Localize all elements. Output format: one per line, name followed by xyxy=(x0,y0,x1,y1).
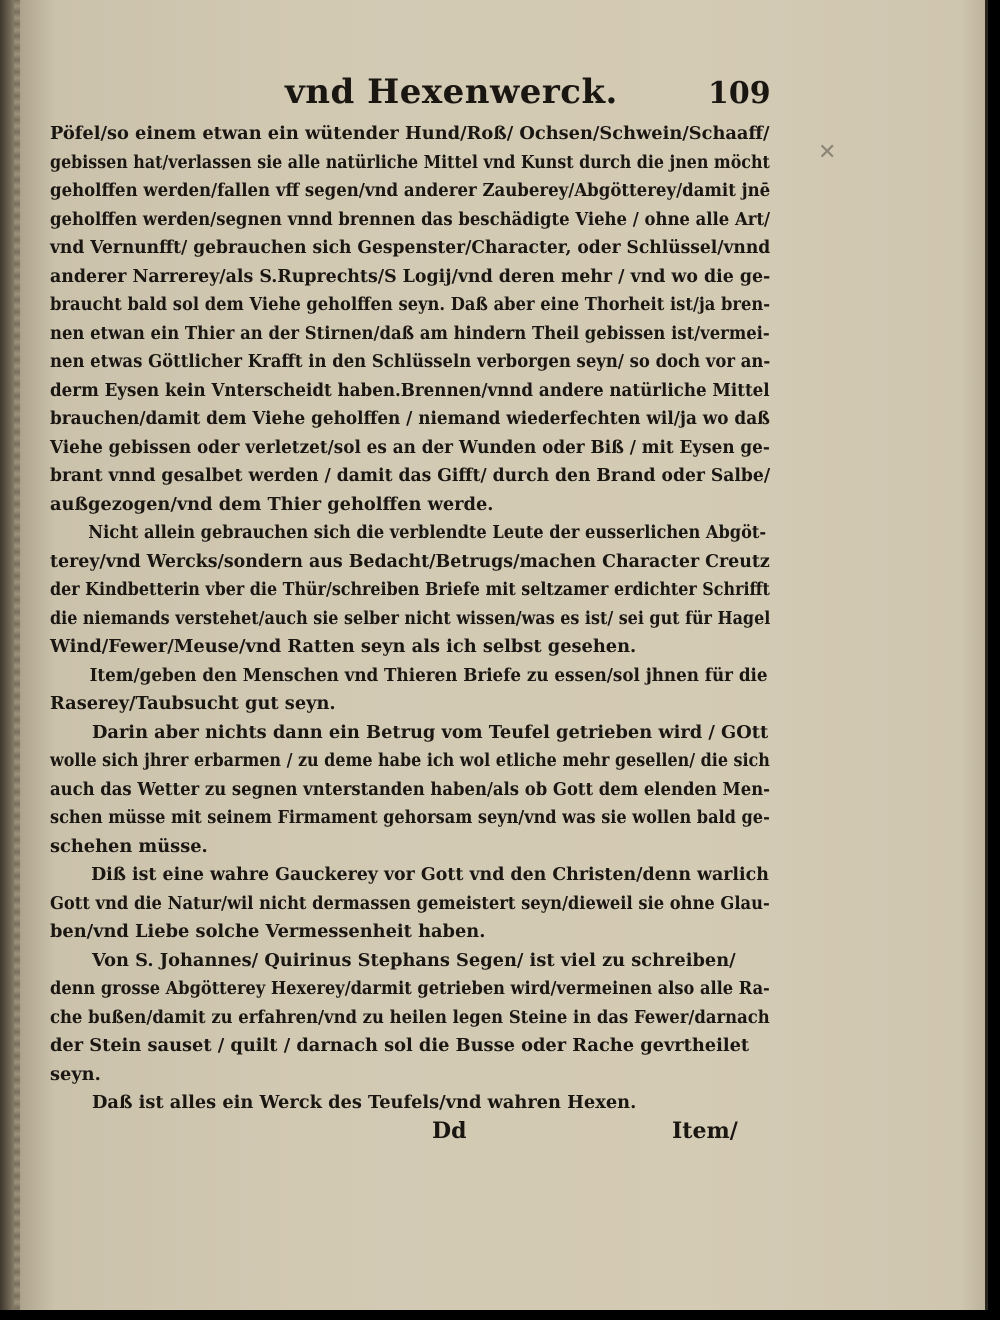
text-line: Raserey/Taubsucht gut seyn. xyxy=(50,693,336,714)
text-line: Item/geben den Menschen vnd Thieren Briefe zu essen/sol jhnen für die xyxy=(89,664,768,686)
catchword: Item/ xyxy=(672,1118,738,1144)
page-header xyxy=(0,72,985,120)
text-line: Wind/Fewer/Meuse/vnd Ratten seyn als ich selbst gesehen. xyxy=(50,636,637,657)
text-line: wolle sich jhrer erbarmen / zu deme habe ich wol etliche mehr gesellen/ die sich xyxy=(50,750,770,771)
text-line: gebissen hat/verlassen sie alle natürliche Mittel vnd Kunst durch die jnen möcht xyxy=(50,151,770,173)
text-line: Viehe gebissen oder verletzet/sol es an der Wunden oder Biß / mit Eysen ge- xyxy=(50,436,770,458)
text-line: Daß ist alles ein Werck des Teufels/vnd wahren Hexen. xyxy=(92,1092,637,1113)
text-line: ben/vnd Liebe solche Vermessenheit haben. xyxy=(50,921,486,942)
text-line: denn grosse Abgötterey Hexerey/darmit getrieben wird/vermeinen also alle Ra- xyxy=(50,978,770,999)
signature-mark: Dd xyxy=(432,1118,467,1144)
text-line: anderer Narrerey/als S.Ruprechts/S Logij/vnd deren mehr / vnd wo die ge- xyxy=(50,265,771,287)
text-line: brauchen/damit dem Viehe geholffen / niemand wiederfechten wil/ja wo daß xyxy=(50,408,770,429)
text-line: schehen müsse. xyxy=(50,835,208,857)
text-line: derm Eysen kein Vnterscheidt haben.Brennen/vnnd andere natürliche Mittel xyxy=(50,379,770,401)
text-line: geholffen werden/segnen vnnd brennen das beschädigte Viehe / ohne alle Art/ xyxy=(50,208,771,230)
text-line: der Kindbetterin vber die Thür/schreiben Briefe mit seltzamer erdichter Schrifft xyxy=(50,579,770,600)
text-line: Gott vnd die Natur/wil nicht dermassen gemeistert seyn/dieweil sie ohne Glau- xyxy=(50,892,770,914)
text-line: Darin aber nichts dann ein Betrug vom Teufel getrieben wird / GOtt xyxy=(92,721,769,743)
page-number: 109 xyxy=(708,76,771,111)
page-spine-shadow xyxy=(0,0,14,1310)
text-line: nen etwas Göttlicher Krafft in den Schlüsseln verborgen seyn/ so doch vor an- xyxy=(50,351,771,372)
text-line: Diß ist eine wahre Gauckerey vor Gott vnd den Christen/denn warlich xyxy=(91,864,769,885)
text-line: außgezogen/vnd dem Thier geholffen werde. xyxy=(50,493,494,515)
running-title: vnd Hexenwerck. xyxy=(285,72,618,112)
text-line: braucht bald sol dem Viehe geholffen seyn. Daß aber eine Thorheit ist/ja bren- xyxy=(50,294,771,315)
text-line: auch das Wetter zu segnen vnterstanden haben/als ob Gott dem elenden Men- xyxy=(50,778,770,800)
text-line: schen müsse mit seinem Firmament gehorsam seyn/vnd was sie wollen bald ge- xyxy=(50,807,770,828)
text-line: brant vnnd gesalbet werden / damit das Gifft/ durch den Brand oder Salbe/ xyxy=(50,465,771,486)
text-line: che bußen/damit zu erfahren/vnd zu heilen legen Steine in das Fewer/darnach xyxy=(50,1006,770,1028)
text-line: geholffen werden/fallen vff segen/vnd anderer Zauberey/Abgötterey/damit jnē xyxy=(50,180,771,201)
text-line: Pöfel/so einem etwan ein wütender Hund/Roß/ Ochsen/Schwein/Schaaff/ xyxy=(50,123,770,144)
page-spine-edge xyxy=(14,0,20,1310)
body-text xyxy=(50,120,770,1118)
text-line: Von S. Johannes/ Quirinus Stephans Segen/ ist viel zu schreiben/ xyxy=(92,949,736,971)
text-line: terey/vnd Wercks/sondern aus Bedacht/Betrugs/machen Character Creutz xyxy=(50,550,770,572)
text-line: nen etwan ein Thier an der Stirnen/daß am hindern Theil gebissen ist/vermei- xyxy=(50,322,770,344)
text-line: seyn. xyxy=(50,1063,101,1085)
page-footer xyxy=(0,1118,985,1158)
text-line: der Stein sauset / quilt / darnach sol die Busse oder Rache gevrtheilet xyxy=(50,1035,750,1056)
text-line: die niemands verstehet/auch sie selber nicht wissen/was es ist/ sei gut für Hagel xyxy=(50,607,771,629)
text-line: Nicht allein gebrauchen sich die verblendte Leute der eusserlichen Abgöt- xyxy=(88,522,767,543)
text-line: vnd Vernunfft/ gebrauchen sich Gespenster/Character, oder Schlüssel/vnnd xyxy=(50,237,771,258)
pencil-mark-icon: ✕ xyxy=(818,140,837,165)
